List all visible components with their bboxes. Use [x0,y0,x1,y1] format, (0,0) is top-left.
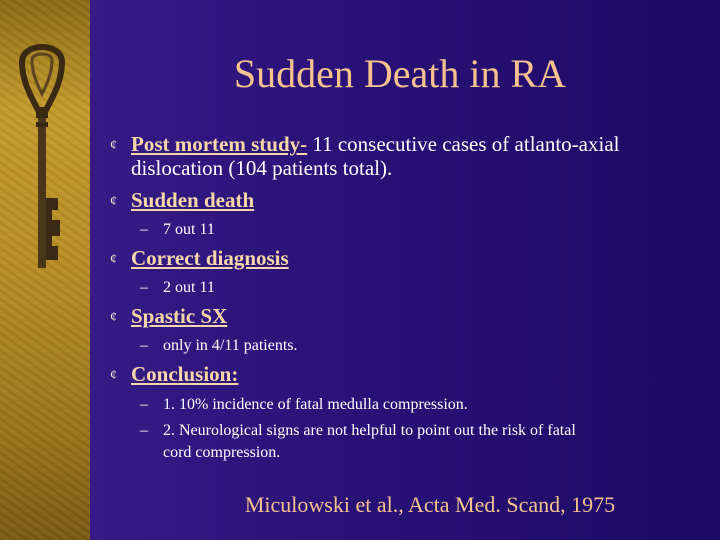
slide: Sudden Death in RA ¢ Post mortem study- 11 consecutive cases of atlanto-axial dislocation (104 patients total). ¢ Sudden death – 7 out 11 ¢ Correct diagnosis – 2 out 11 ¢ Spastic SX – only in 4/11 patients. ¢ Conclusion: – 1. 10% incidence of fatal medulla compression. – 2. Neurological signs are not helpful to point out the risk of fatal cord compression. Miculowski et al., Acta Med. Scand, 1975 [0,0,720,540]
diamond-bullet-icon: ¢ [110,310,117,325]
diamond-bullet-icon: ¢ [110,368,117,383]
diamond-bullet-icon: ¢ [110,252,117,267]
bullet-heading: Post mortem study- [131,132,308,156]
antique-key-icon [0,38,90,278]
bullet-text: 11 consecutive cases of atlanto-axial [307,132,620,156]
diamond-bullet-icon: ¢ [110,138,117,153]
citation: Miculowski et al., Acta Med. Scand, 1975 [244,492,616,517]
bullet-heading: Spastic SX [131,304,228,328]
bullet-heading: Correct diagnosis [131,246,289,270]
diamond-bullet-icon: ¢ [110,194,117,209]
bullet-heading: Sudden death [131,188,255,212]
bullet-text-line2: dislocation (104 patients total). [131,156,393,180]
bullet-heading: Conclusion: [131,362,239,386]
slide-title: Sudden Death in RA [233,51,567,96]
